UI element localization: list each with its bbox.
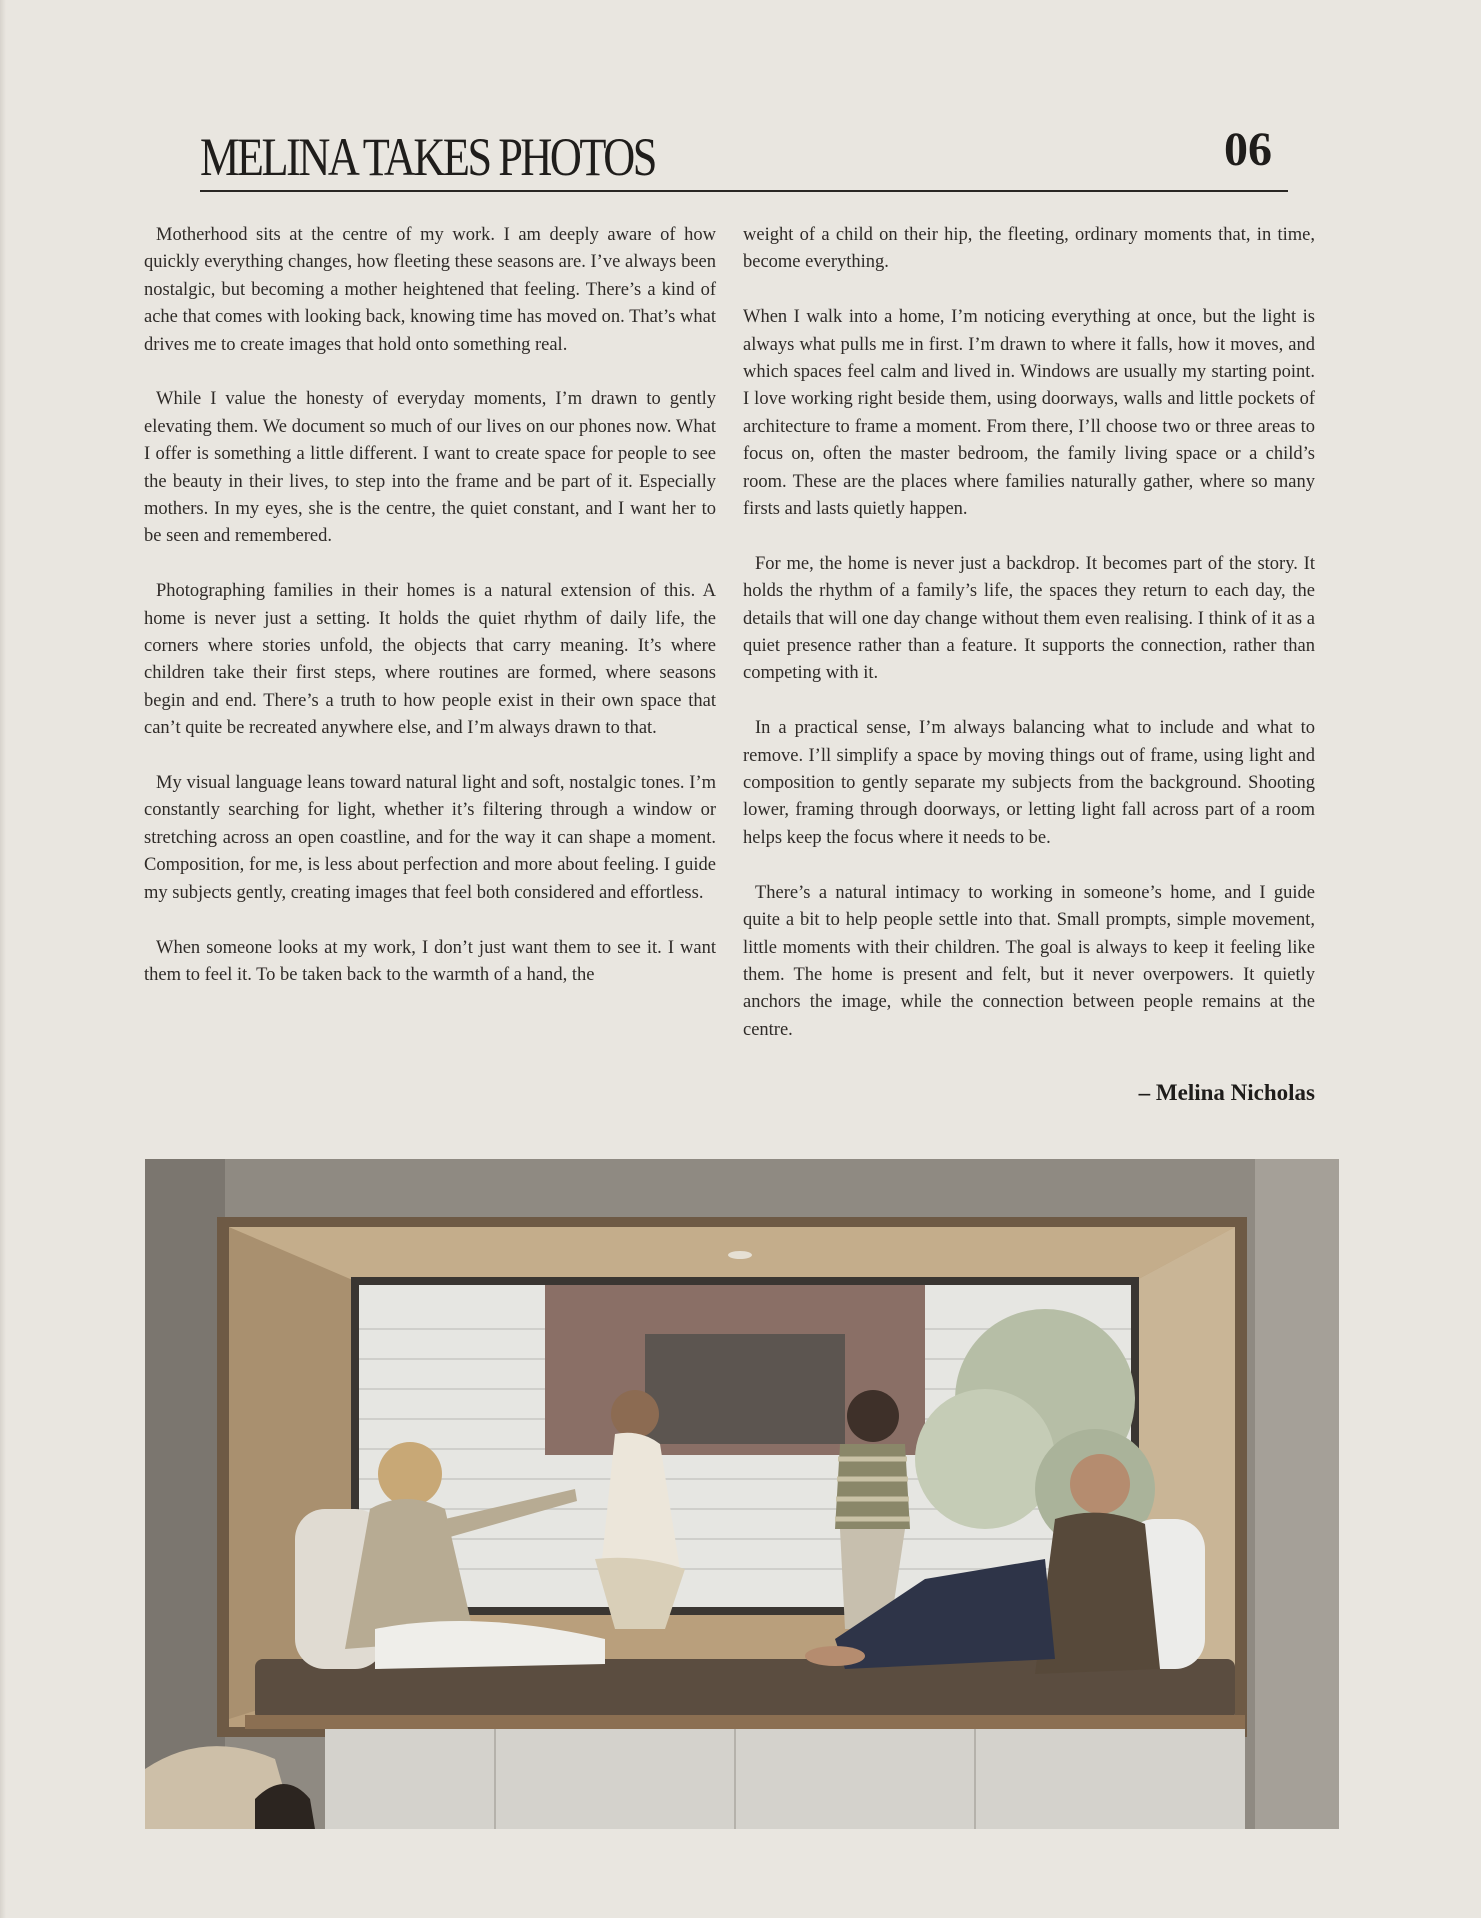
page-number: 06 — [1224, 123, 1272, 176]
article-column-left — [144, 222, 716, 1017]
author-signature: – Melina Nicholas — [1138, 1080, 1315, 1105]
masthead — [200, 120, 1288, 192]
page-edge — [0, 0, 6, 1918]
paragraph: weight of a child on their hip, the fleeting, ordinary moments that, in time, become everything. — [743, 225, 1315, 273]
paragraph: When I walk into a home, I’m noticing everything at once, but the light is always what pulls me in first. I’m drawn to where it falls, how it moves, and which spaces feel calm and lived in. Windows are usually my starting point. I love working right beside them, using doorways, walls and little pockets of architecture to frame a moment. From there, I’ll choose two or three areas to focus on, often the master bedroom, the family living space or a child’s room. These are the places where families naturally gather, where so many firsts and lasts quietly happen. — [743, 307, 1315, 520]
paragraph: Photographing families in their homes is a natural extension of this. A home is never just a setting. It holds the quiet rhythm of daily life, the corners where stories unfold, the objects that carry meaning. It’s where children take their first steps, where routines are formed, where seasons begin and end. There’s a truth to how people exist in their own space that can’t quite be recreated anywhere else, and I’m always drawn to that. — [144, 581, 716, 739]
paragraph: Motherhood sits at the centre of my work. I am deeply aware of how quickly everything changes, how fleeting these seasons are. I’ve always been nostalgic, but becoming a mother heightened that feeling. There’s a kind of ache that comes with looking back, knowing time has moved on. That’s what drives me to create images that hold onto something real. — [144, 225, 716, 355]
paragraph: When someone looks at my work, I don’t just want them to see it. I want them to feel it. To be taken back to the warmth of a hand, the — [144, 937, 716, 985]
article-column-right — [743, 222, 1315, 1072]
paragraph: For me, the home is never just a backdrop. It becomes part of the story. It holds the rhythm of a family’s life, the spaces they return to each day, the details that will one day change without them even realising. I think of it as a quiet presence rather than a feature. It supports the connection, rather than competing with it. — [743, 553, 1315, 684]
family-window-seat-photo — [145, 1159, 1339, 1829]
paragraph: There’s a natural intimacy to working in someone’s home, and I guide quite a bit to help people settle into that. Small prompts, simple movement, little moments with their children. The goal is always to keep it feeling like them. The home is present and felt, but it never overpowers. It quietly anchors the image, while the connection between people remains at the centre. — [743, 882, 1315, 1040]
paragraph: In a practical sense, I’m always balancing what to include and what to remove. I’ll simplify a space by moving things out of frame, using light and composition to gently separate my subjects from the background. Shooting lower, framing through doorways, or letting light fall across part of a room helps keep the focus where it needs to be. — [743, 718, 1315, 848]
magazine-title: MELINA TAKES PHOTOS — [200, 127, 655, 187]
paragraph: While I value the honesty of everyday moments, I’m drawn to gently elevating them. We document so much of our lives on our phones now. What I offer is something a little different. I want to create space for people to see the beauty in their lives, to step into the frame and be part of it. Especially mothers. In my eyes, she is the centre, the quiet constant, and I want her to be seen and remembered. — [144, 389, 716, 547]
paragraph: My visual language leans toward natural light and soft, nostalgic tones. I’m constantly searching for light, whether it’s filtering through a window or stretching across an open coastline, and for the way it can shape a moment. Composition, for me, is less about perfection and more about feeling. I guide my subjects gently, creating images that feel both considered and effortless. — [144, 773, 716, 903]
